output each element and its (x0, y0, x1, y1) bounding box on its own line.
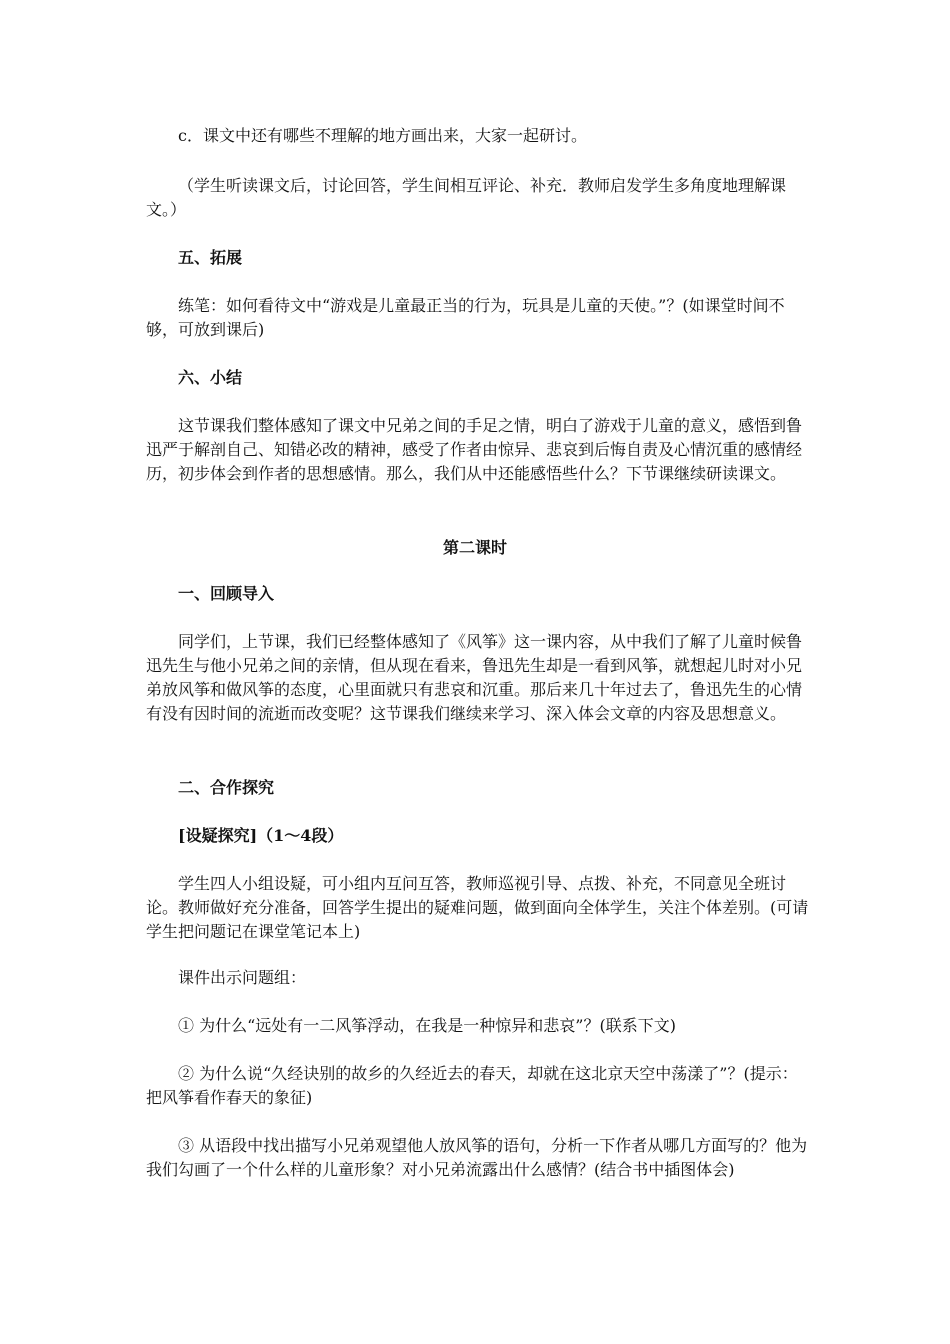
question-2: ② 为什么说“久经诀别的故乡的久经近去的春天，却就在这北京天空中荡漾了”？(提示：把风筝看作春天的象征) (146, 1064, 798, 1107)
heading-cooperation: 二、合作探究 (178, 778, 275, 797)
heading-extension: 五、拓展 (178, 248, 243, 267)
paragraph-summary: 这节课我们整体感知了课文中兄弟之间的手足之情，明白了游戏于儿童的意义，感悟到鲁迅严于解剖自己、知错必改的精神，感受了作者由惊异、悲哀到后悔自责及心情沉重的感情经历，初步体会到作者的思想感情。那么，我们从中还能感悟些什么？下节课继续研读课文。 (146, 416, 803, 483)
subheading-inquiry: [设疑探究]（1～4段） (178, 826, 344, 845)
heading-review: 一、回顾导入 (178, 584, 275, 603)
paragraph-inquiry: 学生四人小组设疑，可小组内互问互答，教师巡视引导、点拨、补充，不同意见全班讨论。教师做好充分准备，回答学生提出的疑难问题，做到面向全体学生，关注个体差别。(可请学生把问题记在课堂笔记本上) (146, 874, 809, 941)
question-3: ③ 从语段中找出描写小兄弟观望他人放风筝的语句，分析一下作者从哪几方面写的？他为我们勾画了一个什么样的儿童形象？对小兄弟流露出什么感情？(结合书中插图体会) (146, 1136, 808, 1179)
heading-summary: 六、小结 (178, 368, 243, 387)
paragraph-review: 同学们，上节课，我们已经整体感知了《风筝》这一课内容，从中我们了解了儿童时候鲁迅先生与他小兄弟之间的亲情，但从现在看来，鲁迅先生却是一看到风筝，就想起儿时对小兄弟放风筝和做风筝的态度，心里面就只有悲哀和沉重。那后来几十年过去了，鲁迅先生的心情有没有因时间的流逝而改变呢？这节课我们继续来学习、深入体会文章的内容及思想意义。 (146, 632, 803, 723)
note-paragraph: （学生听读课文后，讨论回答，学生间相互评论、补充．教师启发学生多角度地理解课文。） (146, 176, 787, 219)
question-1: ① 为什么“远处有一二风筝浮动，在我是一种惊异和悲哀”？(联系下文) (178, 1016, 676, 1035)
paragraph-extension: 练笔：如何看待文中“游戏是儿童最正当的行为，玩具是儿童的天使。”？(如课堂时间不够，可放到课后) (146, 296, 785, 339)
paragraph-questions-intro: 课件出示问题组： (178, 968, 307, 987)
lesson-two-title: 第二课时 (442, 538, 507, 557)
item-c: c．课文中还有哪些不理解的地方画出来，大家一起研讨。 (178, 126, 587, 145)
